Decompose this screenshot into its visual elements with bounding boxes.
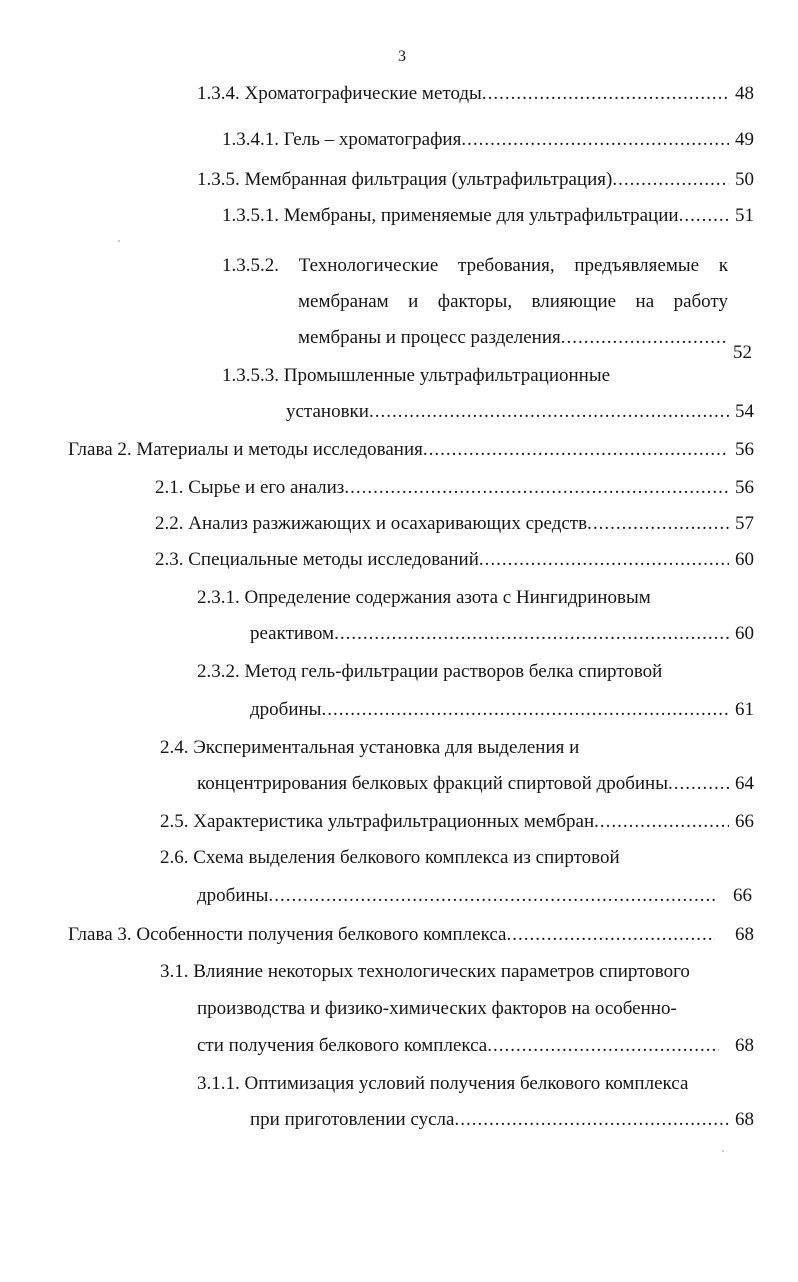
toc-page-number: 66 — [735, 811, 754, 832]
toc-entry-line — [298, 326, 728, 350]
toc-page-number: 61 — [735, 699, 754, 720]
dot-leader — [487, 1034, 719, 1058]
dot-leader — [561, 326, 728, 350]
toc-entry-line: 3.1.1. Оптимизация условий получения белкового комплекса — [197, 1073, 689, 1094]
toc-chapter-3 — [68, 923, 754, 947]
toc-entry-title: 2.2. Анализ разжижающих и осахаривающих средств — [155, 513, 588, 534]
toc-entry-2-1 — [155, 476, 754, 500]
toc-entry-line — [197, 772, 754, 796]
toc-entry-line: 1.3.5.3. Промышленные ультрафильтрационные — [222, 365, 611, 386]
toc-entry-title: дробины — [197, 885, 269, 906]
dot-leader — [461, 128, 729, 152]
toc-entry-title: 1.3.5. Мембранная фильтрация (ультрафильтрация) — [197, 169, 613, 190]
toc-entry-1-3-5 — [197, 168, 754, 192]
toc-entry-line: 2.4. Экспериментальная установка для выделения и — [160, 737, 580, 758]
dot-leader — [321, 698, 729, 722]
dot-leader — [506, 923, 715, 947]
toc-entry-title: Глава 2. Материалы и методы исследования — [68, 439, 423, 460]
toc-entry-title: 2.5. Характеристика ультрафильтрационных мембран — [160, 811, 595, 832]
toc-entry-line — [250, 698, 754, 722]
toc-entry-title: 2.3. Специальные методы исследований — [155, 549, 479, 570]
toc-entry-line — [197, 1034, 754, 1058]
toc-entry-2-2 — [155, 512, 754, 536]
dot-leader — [369, 400, 729, 424]
dot-leader — [454, 1108, 729, 1132]
toc-page-number: 64 — [735, 773, 754, 794]
toc-entry-1-3-4-1 — [222, 128, 754, 152]
toc-page-number: 60 — [735, 549, 754, 570]
toc-page-number: 52 — [733, 342, 752, 363]
toc-entry-line: 2.3.2. Метод гель-фильтрации растворов белка спиртовой — [197, 661, 663, 682]
toc-page-number: 68 — [735, 1035, 754, 1056]
toc-page-number: 66 — [733, 885, 752, 906]
dot-leader — [268, 884, 715, 908]
toc-page-number: 56 — [735, 439, 754, 460]
toc-entry-title: 2.1. Сырье и его анализ — [155, 477, 345, 498]
toc-chapter-2 — [68, 438, 754, 462]
toc-entry-1-3-4 — [197, 82, 754, 106]
toc-entry-1-3-5-1 — [222, 204, 754, 228]
toc-page-number: 54 — [735, 401, 754, 422]
toc-page-number: 48 — [735, 83, 754, 104]
toc-page-number: 60 — [735, 623, 754, 644]
dot-leader — [334, 622, 729, 646]
toc-entry-title: мембраны и процесс разделения — [298, 327, 561, 348]
dot-leader — [679, 204, 729, 228]
toc-entry-title: при приготовлении сусла — [250, 1109, 455, 1130]
toc-entry-2-5 — [160, 810, 754, 834]
toc-page-number: 68 — [735, 1109, 754, 1130]
toc-entry-title: установки — [286, 401, 369, 422]
toc-page-number: 68 — [735, 924, 754, 945]
toc-entry-line — [197, 884, 715, 908]
page-number: 3 — [398, 48, 406, 65]
toc-page-number: 50 — [735, 169, 754, 190]
toc-entry-title: Глава 3. Особенности получения белкового комплекса — [68, 924, 507, 945]
toc-entry-line — [250, 622, 754, 646]
toc-entry-title: концентрирования белковых фракций спиртовой дробины — [197, 773, 668, 794]
toc-entry-title: 1.3.4.1. Гель – хроматография — [222, 129, 462, 150]
toc-page-number: 51 — [735, 205, 754, 226]
dot-leader — [479, 548, 729, 572]
dot-leader — [344, 476, 729, 500]
dot-leader — [594, 810, 729, 834]
scan-speck — [118, 240, 120, 242]
toc-entry-line — [250, 1108, 754, 1132]
toc-entry-title: 1.3.5.1. Мембраны, применяемые для ультрафильтрации — [222, 205, 679, 226]
scan-speck — [722, 1150, 724, 1152]
toc-entry-line: 3.1. Влияние некоторых технологических параметров спиртового — [160, 961, 690, 982]
toc-page-number: 49 — [735, 129, 754, 150]
dot-leader — [482, 82, 729, 106]
toc-entry-title: дробины — [250, 699, 322, 720]
toc-entry-2-3 — [155, 548, 754, 572]
toc-entry-title: 1.3.4. Хроматографические методы — [197, 83, 482, 104]
dot-leader — [668, 772, 729, 796]
toc-entry-line: 2.3.1. Определение содержания азота с Нингидриновым — [197, 587, 651, 608]
toc-entry-line: 1.3.5.2. Технологические требования, предъявляемые к — [222, 255, 728, 276]
toc-page-number: 56 — [735, 477, 754, 498]
toc-entry-line: 2.6. Схема выделения белкового комплекса из спиртовой — [160, 847, 620, 868]
dot-leader — [587, 512, 729, 536]
toc-entry-line: мембранам и факторы, влияющие на работу — [298, 291, 728, 312]
dot-leader — [612, 168, 729, 192]
toc-page-number: 57 — [735, 513, 754, 534]
toc-entry-line: производства и физико-химических факторов на особенно- — [197, 998, 677, 1019]
toc-entry-title: реактивом — [250, 623, 335, 644]
toc-entry-title: сти получения белкового комплекса — [197, 1035, 488, 1056]
toc-entry-line — [286, 400, 754, 424]
dot-leader — [423, 438, 729, 462]
